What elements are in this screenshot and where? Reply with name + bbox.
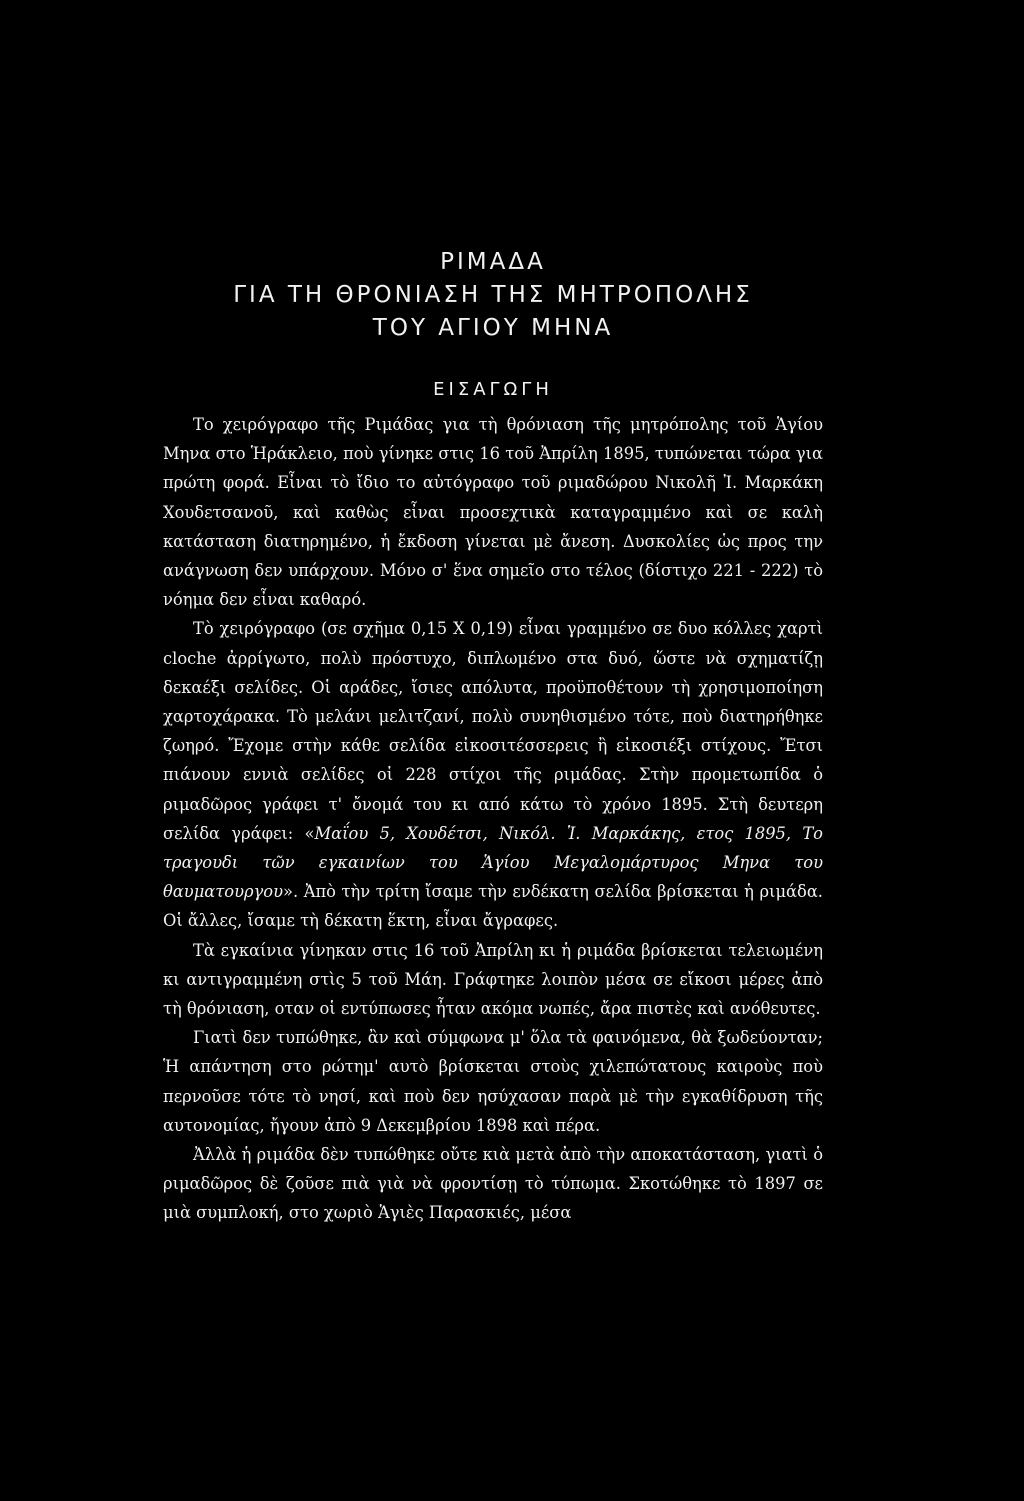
document-title — [163, 246, 823, 345]
paragraph-5: Ἀλλὰ ἡ ριμάδα δὲν τυπώθηκε οὔτε κιὰ μετὰ ἀπὸ τὴν αποκατάσταση, γιατὶ ὁ ριμαδῶρος δὲ ζοῦσε πιὰ γιὰ νὰ φροντίσῃ τὸ τύπωμα. Σκοτώθηκε τὸ 1897 σε μιὰ συμπλοκή, στο χωριὸ Ἁγιὲς Παρασκιές, μέσα — [163, 1145, 823, 1223]
title-line-3: ΤΟΥ ΑΓΙΟΥ ΜΗΝΑ — [372, 315, 614, 341]
title-line-1: ΡΙΜΑΔΑ — [440, 249, 546, 275]
paragraph-2-text-b: ». Ἀπὸ τὴν τρίτη ἴσαμε τὴν ενδέκατη σελίδα βρίσκεται ἡ ριμάδα. Οἱ ἄλλες, ἴσαμε τὴ δέκατη ἕκτη, εἶναι ἄγραφες. — [163, 882, 823, 931]
paragraph-2-italic-quote: Μαΐου 5, Χουδέτσι, Νικόλ. Ἰ. Μαρκάκης, ετος 1895, Το τραγουδι τῶν εγκαινίων του Ἁγίου Μεγαλομάρτυρος Μηνα του θαυματουργου — [163, 823, 823, 902]
paragraph-2 — [163, 614, 823, 935]
title-line-2: ΓΙΑ ΤΗ ΘΡΟΝΙΑΣΗ ΤΗΣ ΜΗΤΡΟΠΟΛΗΣ — [233, 282, 753, 308]
paragraph-4: Γιατὶ δεν τυπώθηκε, ἂν καὶ σύμφωνα μ' ὅλα τὰ φαινόμενα, θὰ ξωδεύονταν; Ἡ απάντηση στο ρώτημ' αυτὸ βρίσκεται στοὺς χιλεπώτατους καιροὺς ποὺ περνοῦσε τότε τὸ νησί, καὶ ποὺ δεν ησύχασαν παρὰ μὲ τὴν εγκαθίδρυση τῆς αυτονομίας, ἤγουν ἀπὸ 9 Δεκεμβρίου 1898 καὶ πέρα. — [163, 1028, 823, 1135]
paragraph-2-text-a: Τὸ χειρόγραφο (σε σχῆμα 0,15 X 0,19) εἶναι γραμμένο σε δυο κόλλες χαρτὶ cloche ἀρρίγωτο, πολὺ πρόστυχο, διπλωμένο στα δυό, ὥστε νὰ σχηματίζῃ δεκαέξι σελίδες. Οἱ αράδες, ἴσιες απόλυτα, προϋποθέτουν τὴ χρησιμοποίηση χαρτοχάρακα. Τὸ μελάνι μελιτζανί, πολὺ συνηθισμένο τότε, ποὺ διατηρήθηκε ζωηρό. Ἔχομε στὴν κάθε σελίδα εἰκοσιτέσσερεις ἢ εἰκοσιέξι στίχους. Ἔτσι πιάνουν εννιὰ σελίδες οἱ 228 στίχοι τῆς ριμάδας. Στὴν προμετωπίδα ὁ ριμαδῶρος γράφει τ' ὄνομά του κι από κάτω τὸ χρόνο 1895. Στὴ δευτερη σελίδα γράφει: « — [163, 619, 823, 843]
paragraph-1: Το χειρόγραφο τῆς Ριμάδας για τὴ θρόνιαση τῆς μητρόπολης τοῦ Ἁγίου Μηνα στο Ἡράκλειο, ποὺ γίνηκε στις 16 τοῦ Ἀπρίλη 1895, τυπώνεται τώρα για πρώτη φορά. Εἶναι τὸ ἴδιο το αὐτόγραφο τοῦ ριμαδώρου Νικολῆ Ἰ. Μαρκάκη Χουδετσανοῦ, καὶ καθὼς εἶναι προσεχτικὰ καταγραμμένο καὶ σε καλὴ κατάσταση διατηρημένο, ἡ ἔκδοση γίνεται μὲ ἄνεση. Δυσκολίες ὡς προς την ανάγνωση δεν υπάρχουν. Μόνο σ' ἕνα σημεῖο στο τέλος (δίστιχο 221 - 222) τὸ νόημα δεν εἶναι καθαρό. — [163, 415, 823, 610]
section-heading: ΕΙΣΑΓΩΓΗ — [433, 379, 553, 400]
document-page — [163, 246, 823, 1228]
paragraph-3: Τὰ εγκαίνια γίνηκαν στις 16 τοῦ Ἀπρίλη κι ἡ ριμάδα βρίσκεται τελειωμένη κι αντιγραμμένη στὶς 5 τοῦ Μάη. Γράφτηκε λοιπὸν μέσα σε εἴκοσι μέρες ἀπὸ τὴ θρόνιαση, οταν οἱ εντύπωσες ἦταν ακόμα νωπές, ἄρα πιστὲς καὶ ανόθευτες. — [163, 940, 823, 1019]
